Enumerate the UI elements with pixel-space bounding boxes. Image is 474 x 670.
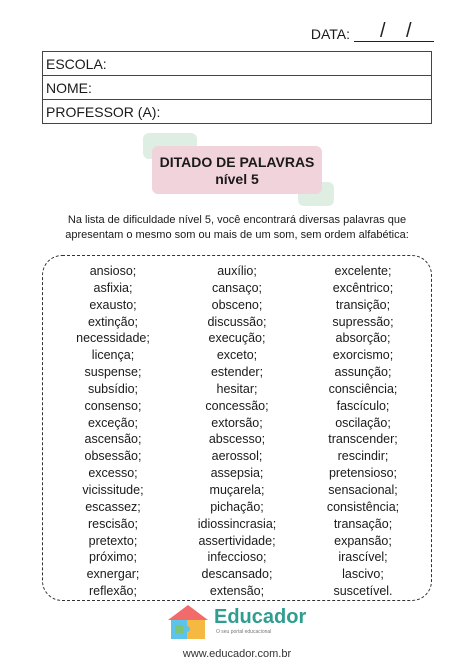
- date-input-line[interactable]: [354, 21, 434, 42]
- word-item: transição;: [335, 297, 391, 312]
- word-item: consenso;: [84, 398, 142, 413]
- word-item: assepsia;: [210, 466, 264, 481]
- name-field[interactable]: NOME:: [43, 76, 431, 100]
- word-item: irascível;: [338, 550, 388, 565]
- word-item: exausto;: [89, 297, 137, 312]
- word-item: hesitar;: [216, 381, 258, 396]
- date-separator: /: [406, 20, 412, 42]
- word-item: licença;: [91, 348, 135, 363]
- educador-logo: [166, 604, 306, 640]
- word-item: concessão;: [205, 398, 269, 413]
- word-item: fascículo;: [336, 398, 390, 413]
- word-item: oscilação;: [335, 415, 391, 430]
- date-separator: /: [380, 20, 386, 42]
- word-column-3: [298, 263, 428, 600]
- word-item: rescisão;: [87, 516, 139, 531]
- word-column-2: [172, 263, 302, 600]
- word-item: supressão;: [332, 314, 394, 329]
- word-item: excêntrico;: [332, 280, 394, 295]
- word-item: auxílio;: [217, 264, 257, 278]
- word-item: consistência;: [326, 499, 400, 514]
- page-title: DITADO DE PALAVRAS: [159, 154, 315, 170]
- word-item: infeccioso;: [207, 550, 267, 565]
- word-item: consciência;: [328, 381, 398, 396]
- word-item: pretexto;: [88, 533, 138, 548]
- word-item: extensão;: [209, 584, 265, 599]
- word-item: exceto;: [216, 348, 258, 363]
- word-item: descansado;: [201, 567, 273, 582]
- word-item: lascivo;: [342, 567, 384, 582]
- word-item: cansaço;: [211, 280, 263, 295]
- word-item: excesso;: [88, 466, 138, 481]
- instructions: [40, 213, 434, 243]
- word-item: sensacional;: [328, 482, 398, 497]
- brand-name: Educador: [214, 606, 307, 628]
- word-item: pichação;: [210, 499, 264, 514]
- word-item: necessidade;: [76, 331, 150, 346]
- word-item: suspense;: [84, 365, 142, 380]
- word-item: pretensioso;: [328, 466, 398, 481]
- teacher-field[interactable]: PROFESSOR (A):: [46, 103, 161, 120]
- word-item: aerossol;: [211, 449, 263, 464]
- instructions-line: Na lista de dificuldade nível 5, você encontrará diversas palavras que: [67, 214, 407, 226]
- date-field: [311, 20, 434, 42]
- school-field[interactable]: ESCOLA:: [43, 52, 431, 76]
- word-column-1: [48, 263, 178, 600]
- word-item: subsídio;: [87, 381, 139, 396]
- word-item: idiossincrasia;: [197, 516, 277, 531]
- word-item: vicissitude;: [82, 482, 144, 497]
- word-item: reflexão;: [89, 584, 137, 599]
- level-subtitle: nível 5: [215, 171, 259, 187]
- word-item: estender;: [210, 365, 264, 380]
- word-item: escassez;: [85, 499, 141, 514]
- word-item: muçarela;: [209, 482, 265, 497]
- word-item: expansão;: [334, 533, 392, 548]
- word-item: excelente;: [334, 264, 392, 278]
- word-item: transcender;: [328, 432, 398, 447]
- word-item: asfixia;: [93, 280, 133, 295]
- word-item: exorcismo;: [332, 348, 394, 363]
- footer-url[interactable]: www.educador.com.br: [182, 648, 292, 660]
- instructions-line: apresentam o mesmo som ou mais de um som, sem ordem alfabética:: [65, 229, 409, 241]
- date-label: DATA:: [310, 26, 350, 42]
- brand-tagline: O seu portal educacional: [216, 629, 272, 635]
- title-banner: [152, 146, 322, 194]
- word-item: transação;: [333, 516, 393, 531]
- word-item: extinção;: [87, 314, 139, 329]
- word-item: absorção;: [335, 331, 391, 346]
- word-item: obsceno;: [211, 297, 263, 312]
- word-item: exceção;: [87, 415, 139, 430]
- word-item: rescindir;: [337, 449, 389, 464]
- word-item: suscetível.: [333, 584, 393, 599]
- word-item: abscesso;: [208, 432, 266, 447]
- word-item: assunção;: [334, 365, 392, 380]
- house-puzzle-icon: [166, 604, 210, 640]
- word-item: assertividade;: [198, 533, 276, 548]
- word-item: execução;: [208, 331, 266, 346]
- word-item: ascensão;: [84, 432, 142, 447]
- word-item: obsessão;: [84, 449, 142, 464]
- word-item: próximo;: [89, 550, 137, 565]
- word-item: ansioso;: [89, 264, 137, 278]
- word-item: extorsão;: [211, 415, 263, 430]
- word-item: discussão;: [207, 314, 267, 329]
- student-info-box: [42, 51, 432, 124]
- word-item: exnergar;: [86, 567, 140, 582]
